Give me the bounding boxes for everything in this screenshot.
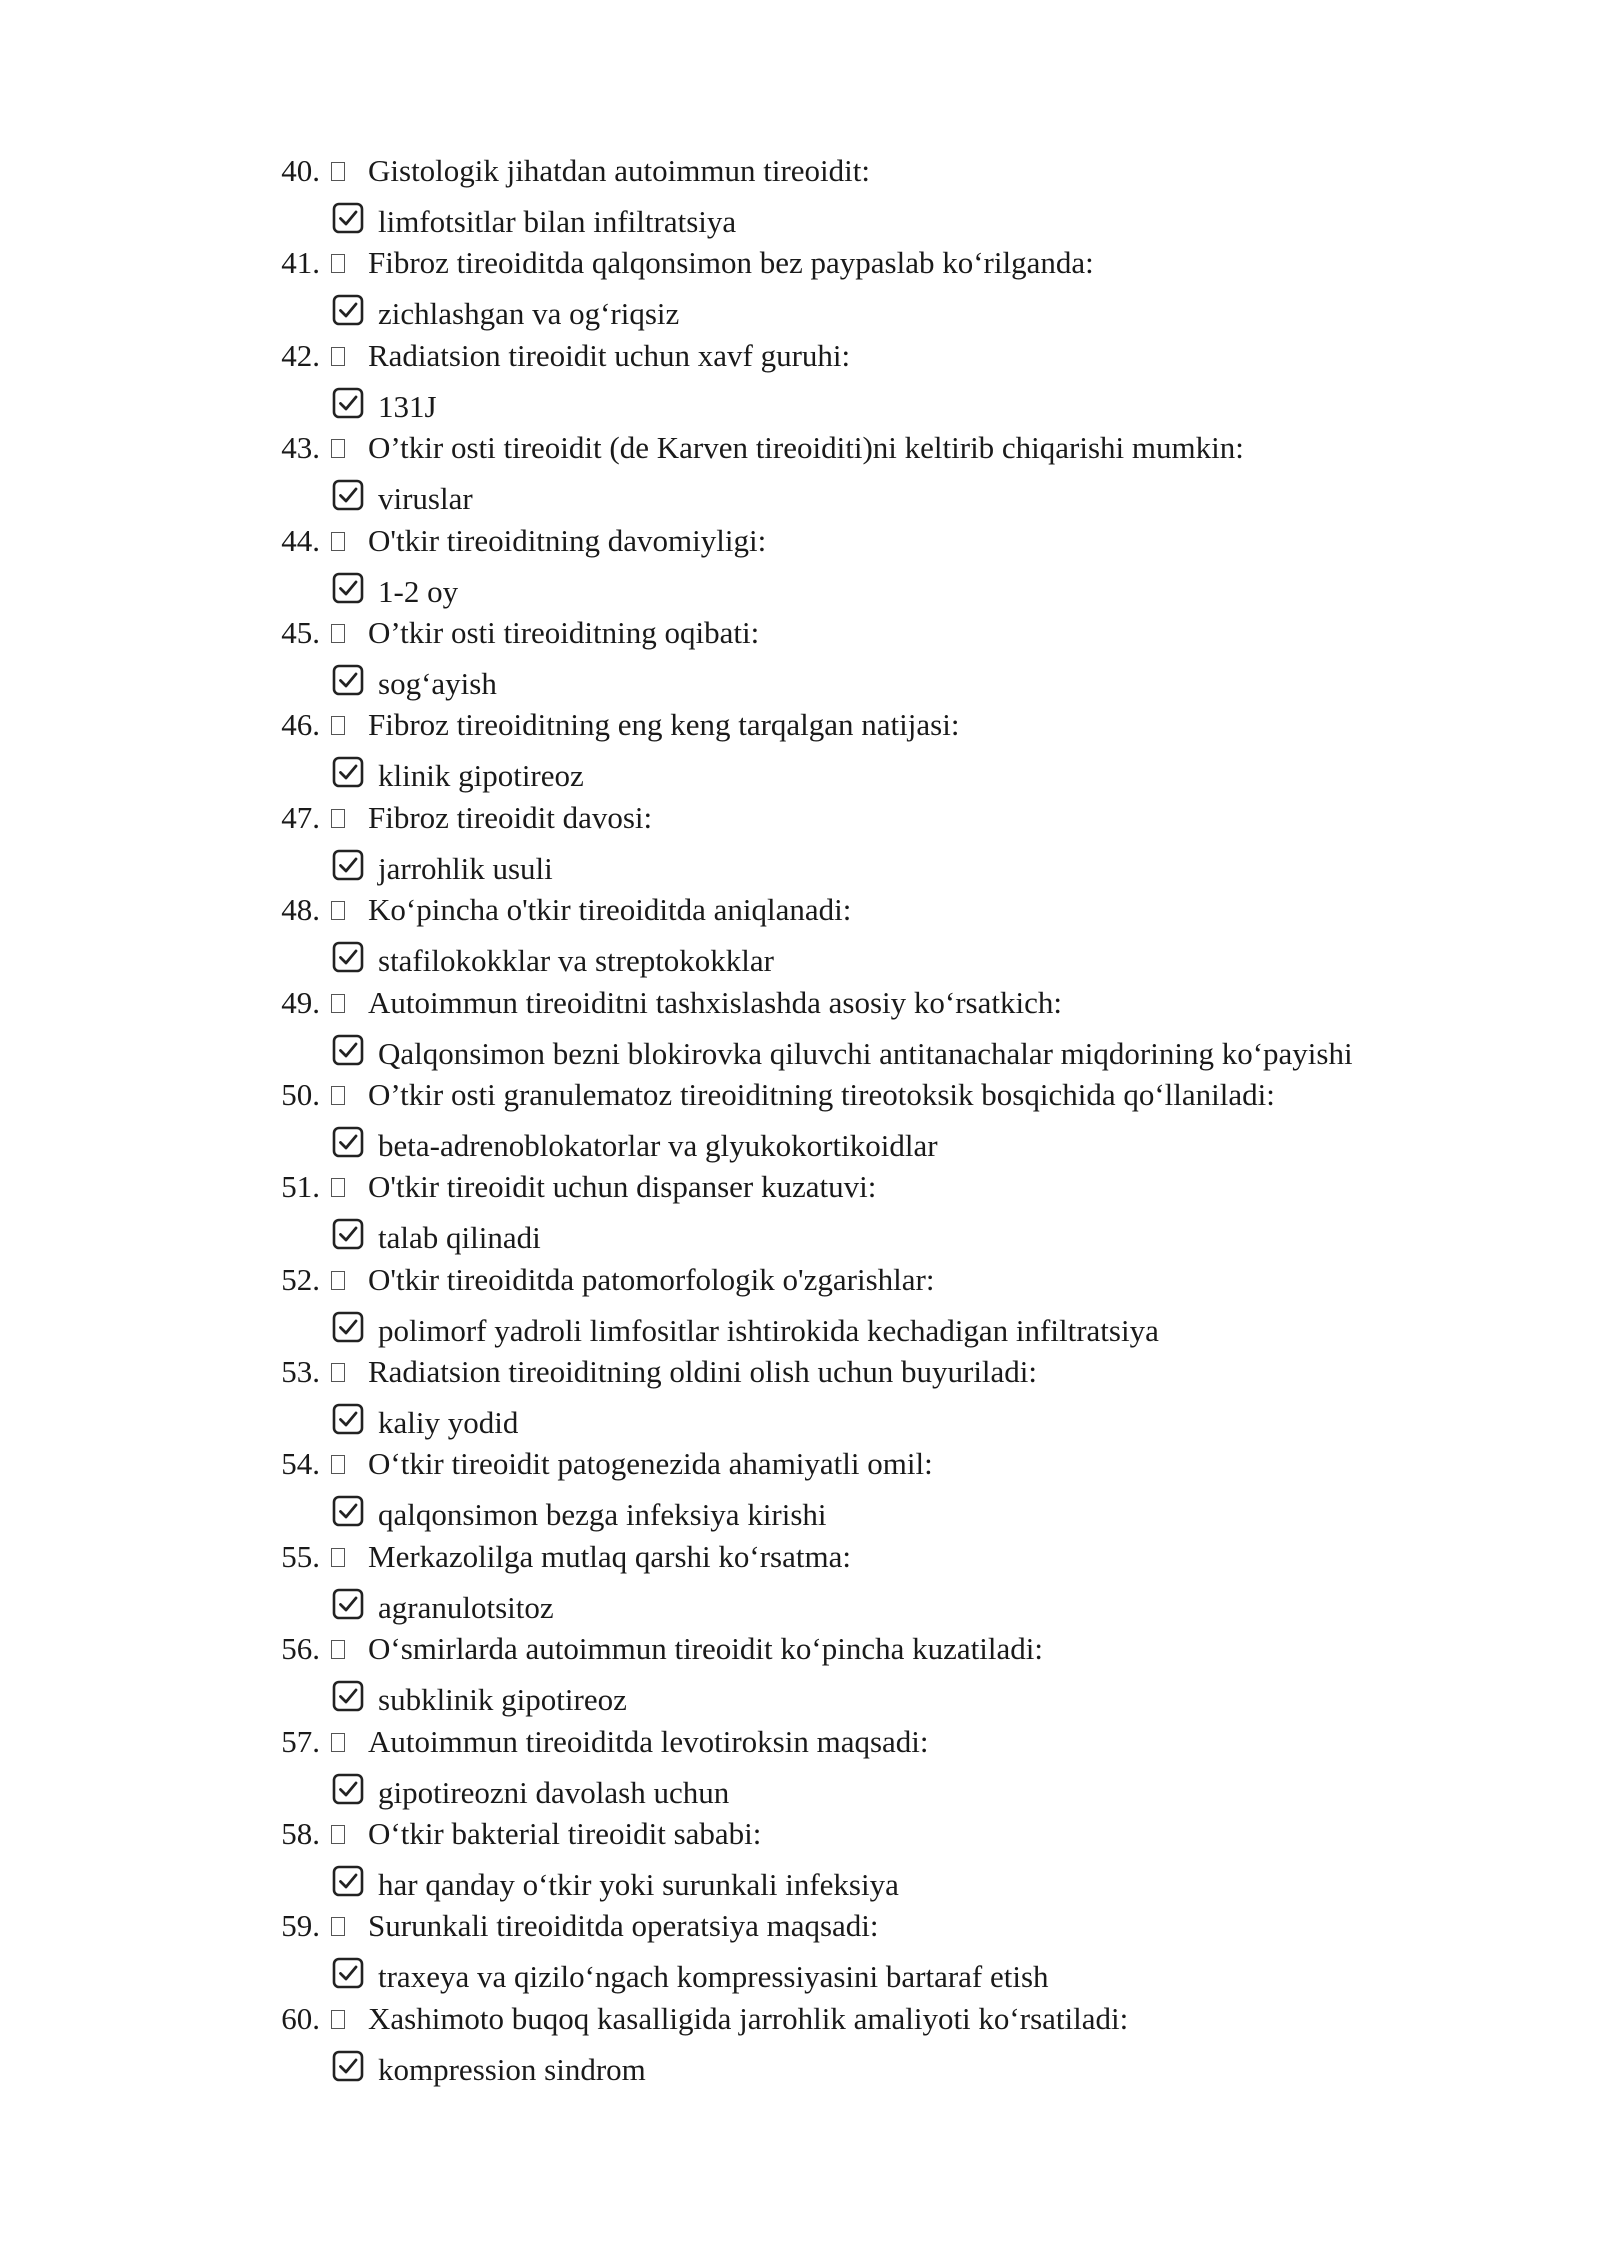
question-row [0,1626,1600,1672]
answer-row [0,564,1600,610]
question-item [0,1257,1600,1349]
question-text: O’tkir osti tireoiditning oqibati: [368,614,760,650]
question-row [0,240,1600,286]
question-item [0,1441,1600,1533]
question-number: 51. [281,1169,320,1205]
question-item [0,518,1600,610]
answer-row [0,1949,1600,1995]
question-item [0,1996,1600,2088]
answer-row [0,194,1600,240]
checked-box-icon [332,387,364,419]
question-item [0,1072,1600,1164]
empty-box-icon [331,716,345,735]
answer-row [0,2042,1600,2088]
question-text: Fibroz tireoidit davosi: [368,799,653,835]
answer-text: 131J [378,388,437,424]
question-row [0,518,1600,564]
answer-row [0,1303,1600,1349]
question-row [0,1811,1600,1857]
answer-row [0,1210,1600,1256]
question-number: 42. [281,337,320,373]
checked-box-icon [332,1126,364,1158]
checked-box-icon [332,2050,364,2082]
question-text: Radiatsion tireoiditning oldini olish uchun buyuriladi: [368,1354,1038,1390]
question-row [0,1441,1600,1487]
question-number: 43. [281,430,320,466]
question-item [0,610,1600,702]
answer-text: qalqonsimon bezga infeksiya kirishi [378,1497,827,1533]
question-text: Oʻsmirlarda autoimmun tireoidit koʻpincha kuzatiladi: [368,1631,1043,1667]
question-item [0,1719,1600,1811]
answer-text: zichlashgan va ogʻriqsiz [378,296,680,332]
empty-box-icon [331,994,345,1013]
question-number: 55. [281,1538,320,1574]
answer-text: polimorf yadroli limfositlar ishtirokida kechadigan infiltratsiya [378,1312,1159,1348]
question-number: 44. [281,522,320,558]
checked-box-icon [332,1034,364,1066]
question-text: O'tkir tireoiditda patomorfologik o'zgarishlar: [368,1261,935,1297]
question-number: 41. [281,245,320,281]
question-row [0,702,1600,748]
checked-box-icon [332,294,364,326]
question-item [0,795,1600,887]
answer-row [0,1765,1600,1811]
question-text: Gistologik jihatdan autoimmun tireoidit: [368,153,870,188]
answer-text: agranulotsitoz [378,1589,554,1625]
question-item [0,887,1600,979]
answer-text: 1-2 oy [378,573,459,609]
empty-box-icon [331,1640,345,1659]
checked-box-icon [332,849,364,881]
empty-box-icon [331,809,345,828]
question-item [0,1534,1600,1626]
question-item [0,240,1600,332]
empty-box-icon [331,532,345,551]
question-item [0,425,1600,517]
answer-text: traxeya va qiziloʻngach kompressiyasini bartaraf etish [378,1959,1049,1995]
question-text: O'tkir tireoiditning davomiyligi: [368,522,767,558]
question-row [0,1349,1600,1395]
checked-box-icon [332,1680,364,1712]
question-number: 53. [281,1354,320,1390]
question-number: 49. [281,984,320,1020]
question-item [0,980,1600,1072]
answer-row [0,656,1600,702]
question-row [0,1164,1600,1210]
answer-row [0,841,1600,887]
checked-box-icon [332,1403,364,1435]
question-number: 60. [281,2000,320,2036]
empty-box-icon [331,1455,345,1474]
checked-box-icon [332,1773,364,1805]
answer-row [0,379,1600,425]
question-number: 48. [281,892,320,928]
empty-box-icon [331,1363,345,1382]
question-item [0,1811,1600,1903]
question-item [0,1164,1600,1256]
checked-box-icon [332,756,364,788]
answer-text: kompression sindrom [378,2051,646,2087]
question-text: O’tkir osti tireoidit (de Karven tireoiditi)ni keltirib chiqarishi mumkin: [368,430,1244,466]
question-row [0,887,1600,933]
question-number: 52. [281,1261,320,1297]
empty-box-icon [331,1271,345,1290]
answer-row [0,1118,1600,1164]
answer-row [0,471,1600,517]
answer-row [0,1672,1600,1718]
answer-text: talab qilinadi [378,1220,541,1256]
empty-box-icon [331,1733,345,1752]
checked-box-icon [332,1957,364,1989]
question-row [0,1257,1600,1303]
answer-text: stafilokokklar va streptokokklar [378,943,775,979]
question-row [0,1903,1600,1949]
answer-text: kaliy yodid [378,1405,519,1441]
checked-box-icon [332,1588,364,1620]
answer-text: beta-adrenoblokatorlar va glyukokortikoidlar [378,1127,938,1163]
question-number: 40. [281,153,320,188]
question-text: Autoimmun tireoiditda levotiroksin maqsadi: [368,1723,929,1759]
answer-row [0,286,1600,332]
question-row [0,1719,1600,1765]
question-text: Surunkali tireoiditda operatsiya maqsadi: [368,1908,879,1944]
question-number: 57. [281,1723,320,1759]
answer-text: subklinik gipotireoz [378,1682,627,1718]
empty-box-icon [331,347,345,366]
empty-box-icon [331,1917,345,1936]
empty-box-icon [331,254,345,273]
answer-row [0,933,1600,979]
empty-box-icon [331,624,345,643]
answer-row [0,1580,1600,1626]
answer-row [0,1857,1600,1903]
question-row [0,610,1600,656]
question-number: 58. [281,1816,320,1852]
question-text: Oʻtkir tireoidit patogenezida ahamiyatli omil: [368,1446,933,1482]
empty-box-icon [331,1548,345,1567]
question-number: 56. [281,1631,320,1667]
checked-box-icon [332,664,364,696]
question-item [0,702,1600,794]
question-row [0,980,1600,1026]
answer-row [0,1395,1600,1441]
answer-text: Qalqonsimon bezni blokirovka qiluvchi antitanachalar miqdorining koʻpayishi [378,1035,1353,1071]
question-text: Merkazolilga mutlaq qarshi koʻrsatma: [368,1538,851,1574]
question-text: Oʻtkir bakterial tireoidit sababi: [368,1816,762,1852]
question-row [0,1072,1600,1118]
checked-box-icon [332,572,364,604]
question-item [0,148,1600,240]
checked-box-icon [332,1865,364,1897]
question-text: Fibroz tireoiditda qalqonsimon bez paypaslab koʻrilganda: [368,245,1094,281]
question-number: 46. [281,707,320,743]
question-row [0,333,1600,379]
question-text: O’tkir osti granulematoz tireoiditning tireotoksik bosqichida qoʻllaniladi: [368,1076,1275,1112]
question-item [0,333,1600,425]
answer-text: viruslar [378,481,473,517]
question-number: 45. [281,614,320,650]
question-list [0,148,1600,2088]
empty-box-icon [331,1825,345,1844]
question-row [0,1996,1600,2042]
answer-text: jarrohlik usuli [378,850,553,886]
question-number: 59. [281,1908,320,1944]
question-number: 47. [281,799,320,835]
question-text: O'tkir tireoidit uchun dispanser kuzatuvi: [368,1169,877,1205]
question-row [0,795,1600,841]
checked-box-icon [332,1311,364,1343]
question-text: Koʻpincha o'tkir tireoiditda aniqlanadi: [368,892,852,928]
empty-box-icon [331,1178,345,1197]
question-text: Autoimmun tireoiditni tashxislashda asosiy koʻrsatkich: [368,984,1062,1020]
empty-box-icon [331,162,345,181]
question-row [0,148,1600,194]
answer-row [0,1026,1600,1072]
empty-box-icon [331,2010,345,2029]
question-item [0,1626,1600,1718]
answer-text: limfotsitlar bilan infiltratsiya [378,204,737,239]
answer-text: sogʻayish [378,665,497,701]
question-text: Radiatsion tireoidit uchun xavf guruhi: [368,337,851,373]
question-text: Fibroz tireoiditning eng keng tarqalgan natijasi: [368,707,960,743]
question-row [0,1534,1600,1580]
question-item [0,1349,1600,1441]
empty-box-icon [331,1086,345,1105]
answer-text: gipotireozni davolash uchun [378,1774,730,1810]
empty-box-icon [331,439,345,458]
answer-row [0,1487,1600,1533]
checked-box-icon [332,1495,364,1527]
question-row [0,425,1600,471]
question-text: Xashimoto buqoq kasalligida jarrohlik amaliyoti koʻrsatiladi: [368,2000,1129,2036]
question-number: 54. [281,1446,320,1482]
empty-box-icon [331,901,345,920]
checked-box-icon [332,941,364,973]
question-number: 50. [281,1076,320,1112]
checked-box-icon [332,479,364,511]
question-item [0,1903,1600,1995]
answer-text: har qanday oʻtkir yoki surunkali infeksiya [378,1867,899,1903]
checked-box-icon [332,202,364,234]
answer-row [0,748,1600,794]
checked-box-icon [332,1218,364,1250]
answer-text: klinik gipotireoz [378,758,584,794]
